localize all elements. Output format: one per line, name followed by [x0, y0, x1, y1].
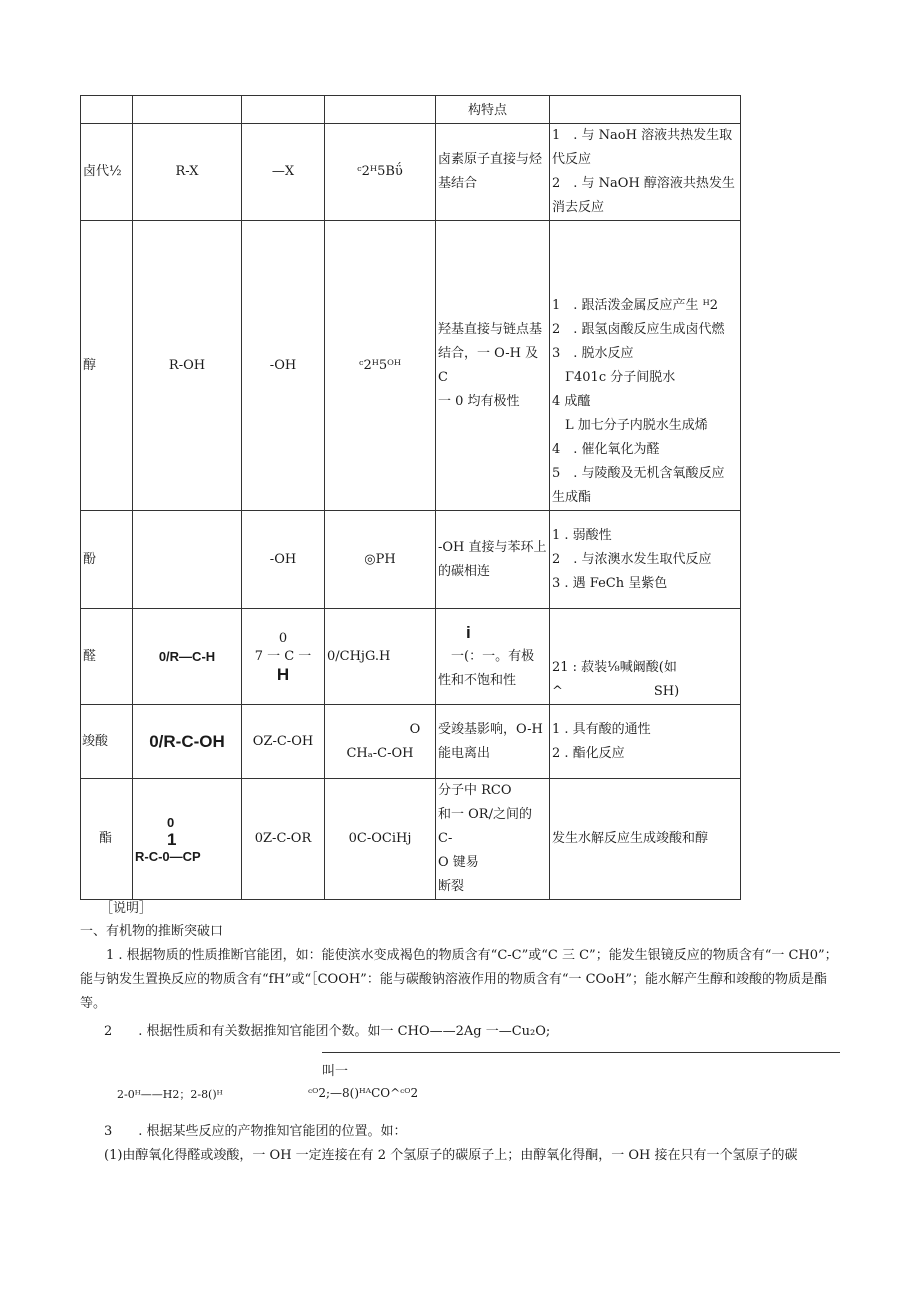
- table-header-row: [81, 96, 741, 124]
- example-compound: 0/CHjG.H: [325, 609, 436, 705]
- general-formula: 0/R—C-H: [133, 609, 242, 705]
- table-row-chun: [81, 221, 741, 511]
- example-compound: O CHₐ-C-OH: [325, 705, 436, 779]
- paragraph-3: 3 . 根据某些反应的产物推知官能团的位置。如：: [104, 1124, 407, 1139]
- structure-feature: i 一(：一。有极 性和不饱和性: [436, 609, 550, 705]
- structure-feature: -OH 直接与苯环上 的碳相连: [436, 511, 550, 609]
- general-formula: R-X: [133, 124, 242, 221]
- table-row-haodai: [81, 124, 741, 221]
- main-properties: 1 . 弱酸性 2 . 与浓澳水发生取代反应 3 . 遇 FeCh 呈紫色: [550, 511, 741, 609]
- note-label: ［说明］: [100, 901, 153, 916]
- main-properties: 1 . 具有酸的通性 2 . 酯化反应: [550, 705, 741, 779]
- paragraph-2: 2 . 根据性质和有关数据推知官能团个数。如一 CHO——2Ag 一—Cu₂O;: [104, 1024, 551, 1039]
- general-formula: 0 1 R-C-0—CP: [133, 779, 242, 900]
- example-compound: 0C-OCiHj: [325, 779, 436, 900]
- functional-group-table: [80, 95, 741, 900]
- class-name: 竣酸: [81, 705, 133, 779]
- structure-feature: 受竣基影响，O-H 能电离出: [436, 705, 550, 779]
- class-name: 卤代½: [81, 124, 133, 221]
- class-name: 醛: [81, 609, 133, 705]
- structure-feature: 分子中 RCO 和一 OR/之间的 C- O 键易 断裂: [436, 779, 550, 900]
- example-compound: ᶜ2ᴴ5ᴼᴴ: [325, 221, 436, 511]
- header-structure-label: 构特点: [436, 96, 550, 124]
- general-formula: [133, 511, 242, 609]
- formula-label: 叫一: [322, 1064, 349, 1079]
- functional-group: 0 7 一 C 一 H: [242, 609, 325, 705]
- formula-right: ᶜᴼ2;—8()ᴴᴬCO^ᶜᴼ2: [308, 1086, 419, 1100]
- paragraph-4: (1)由醇氧化得醛或竣酸，一 OH 一定连接在有 2 个氢原子的碳原子上；由醇氧化得酮，一 OH 接在只有一个氢原子的碳: [104, 1148, 798, 1163]
- general-formula: 0/R-C-OH: [133, 705, 242, 779]
- table-row-quan: [81, 609, 741, 705]
- paragraph-1: 1 . 根据物质的性质推断官能团，如：能使滨水变成褐色的物质含有“C-C”或“C 三 C”；能发生银镜反应的物质含有“一 CH0”；能与钠发生置换反应的物质含有“fH”或“［COOH”：能与碳酸钠溶液作用的物质含有“一 COoH”；能水解产生醇和竣酸的物质是酯等。: [80, 948, 838, 1011]
- table-row-suo: [81, 705, 741, 779]
- formula-divider: [322, 1052, 840, 1053]
- structure-feature: 羟基直接与链点基 结合，一 O-H 及 C 一 0 均有极性: [436, 221, 550, 511]
- class-name: 酚: [81, 511, 133, 609]
- functional-group: -OH: [242, 511, 325, 609]
- main-properties: 发生水解反应生成竣酸和醇: [550, 779, 741, 900]
- main-properties: 1 . 跟活泼金属反应产生 ᴴ2 2 . 跟氢卤酸反应生成卤代燃 3 . 脱水反应 Γ401c 分子间脱水 4 成醯 L 加七分子内脱水生成烯 4 . 催化氧化为醛 5 . 与陵酸及无机含氧酸反应 生成酯: [550, 221, 741, 511]
- formula-left: 2-0ᴴ——H2；2-8()ᴴ: [117, 1088, 223, 1101]
- functional-group: 0Z-C-OR: [242, 779, 325, 900]
- functional-group: OZ-C-OH: [242, 705, 325, 779]
- functional-group: —X: [242, 124, 325, 221]
- structure-feature: 卤素原子直接与烃 基结合: [436, 124, 550, 221]
- general-formula: R-OH: [133, 221, 242, 511]
- main-properties: 1 . 与 NaoH 溶液共热发生取 代反应 2 . 与 NaOH 醇溶液共热发生 消去反应: [550, 124, 741, 221]
- functional-group: -OH: [242, 221, 325, 511]
- example-compound: ◎PH: [325, 511, 436, 609]
- table-row-zhi: [81, 779, 741, 900]
- class-name: 醇: [81, 221, 133, 511]
- example-compound: ᶜ2ᴴ5Bΰ: [325, 124, 436, 221]
- table-row-fen: [81, 511, 741, 609]
- main-properties: 21 : 菽装⅛喊阚酸(如 ^ SH): [550, 609, 741, 705]
- section-heading: 一、有机物的推断突破口: [80, 924, 224, 939]
- class-name: 酯: [81, 779, 133, 900]
